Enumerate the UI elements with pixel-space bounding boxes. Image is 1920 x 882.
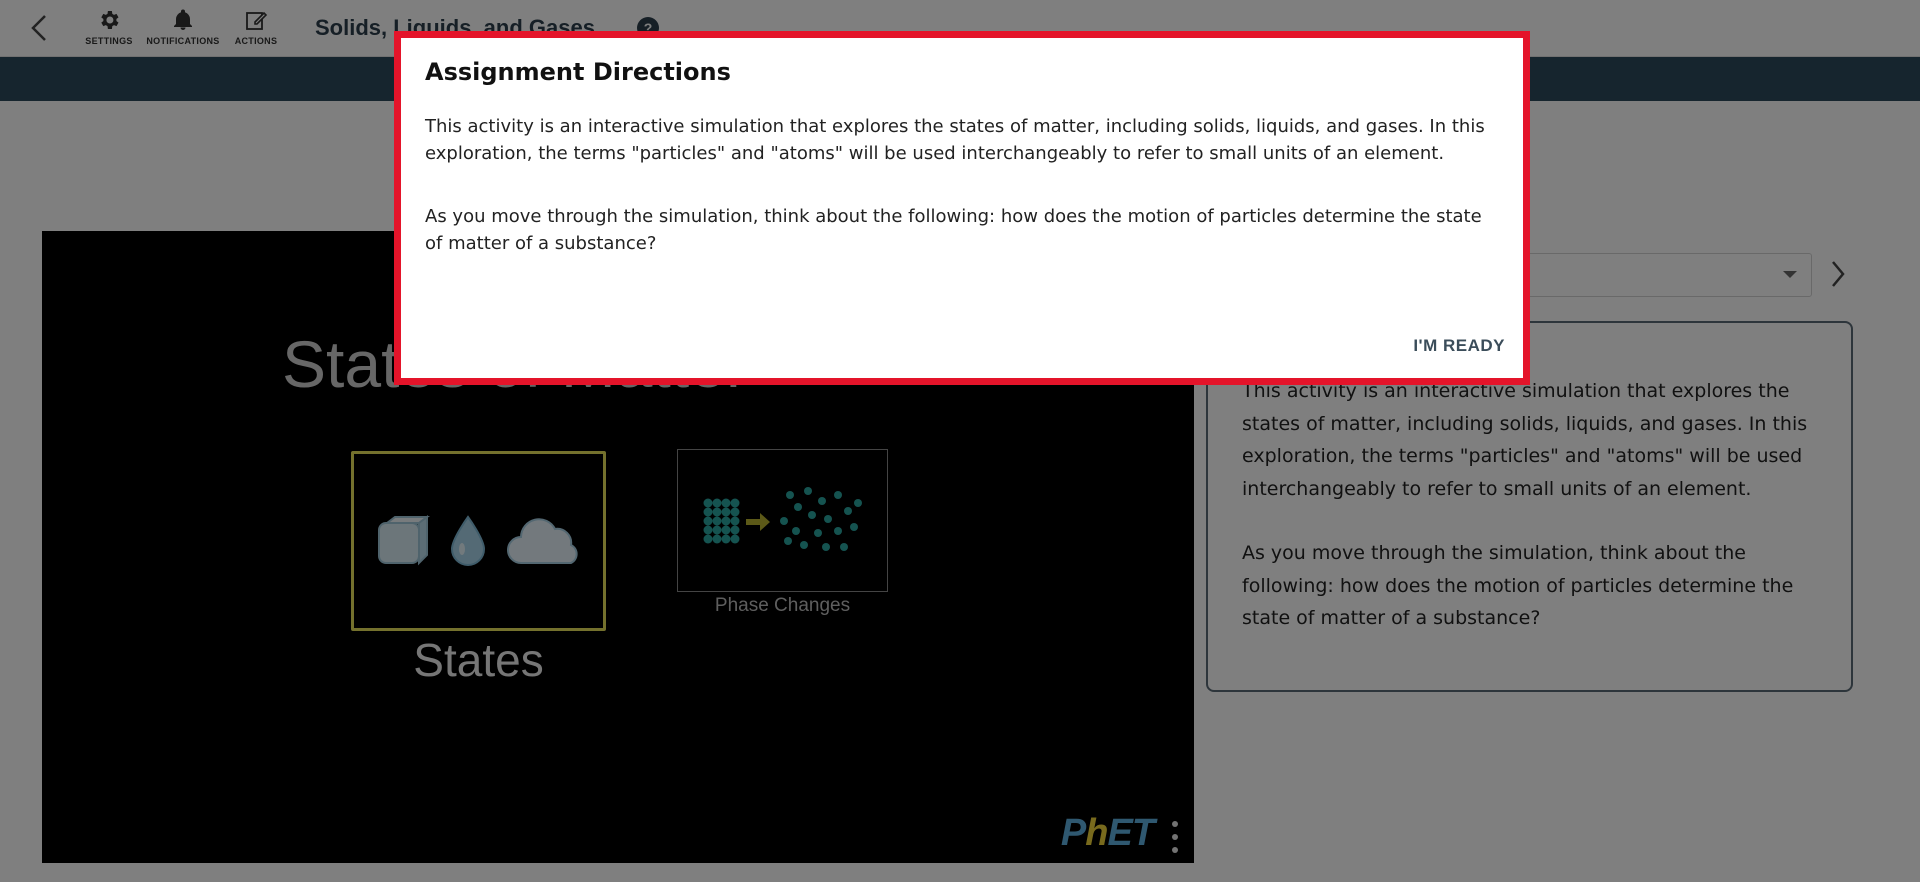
dialog-paragraph: As you move through the simulation, think about the following: how does the motion of particles determine the state of matter of a substance?: [425, 206, 1482, 254]
dialog-paragraph: This activity is an interactive simulation that explores the states of matter, including solids, liquids, and gases. In this exploration, the terms "particles" and "atoms" will be used interchangeably to refer to small units of an element.: [425, 116, 1485, 164]
im-ready-button[interactable]: I'M READY: [1413, 336, 1505, 355]
assignment-directions-dialog: [401, 38, 1523, 378]
dialog-title: Assignment Directions: [425, 58, 731, 86]
